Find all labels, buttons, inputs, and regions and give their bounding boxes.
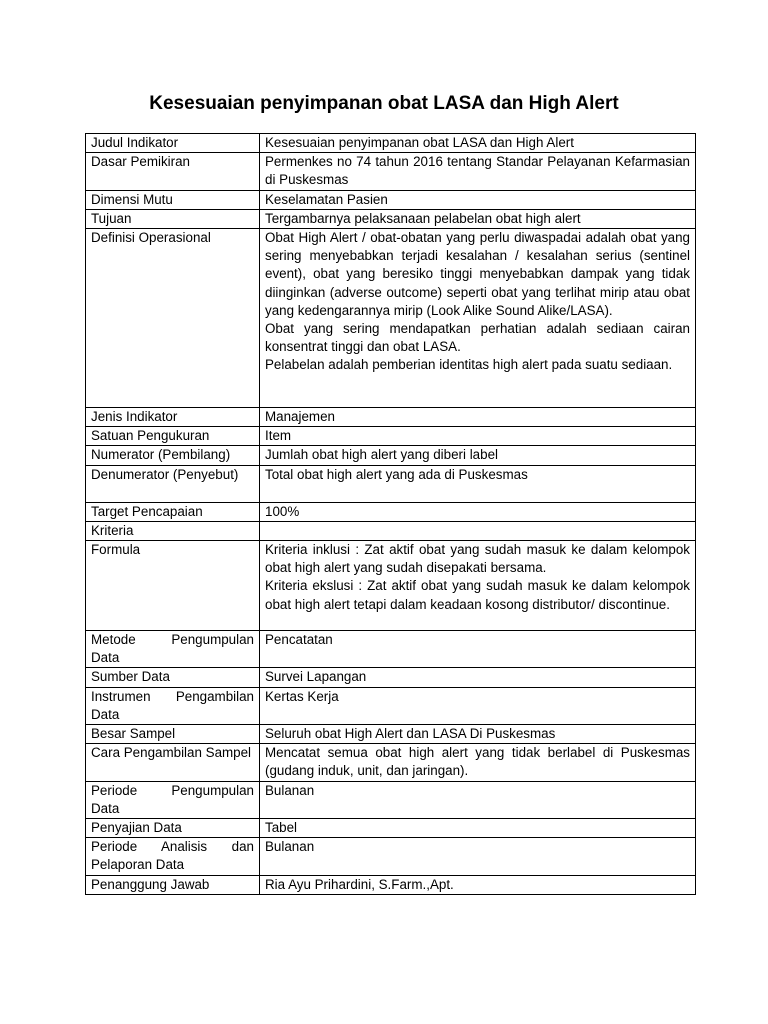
row-value-cell <box>260 875 696 894</box>
row-value-cell <box>260 134 696 153</box>
row-value-paragraph: Obat High Alert / obat-obatan yang perlu diwaspadai adalah obat yang sering menyebabkan terjadi kesalahan / kesalahan serius (sentinel event), obat yang beresiko tinggi menyebabkan dampak yang tidak diinginkan (adverse outcome) seperti obat yang terlihat mirip atau obat yang kedengarannya mirip (Look Alike Sound Alike/LASA). <box>265 230 690 318</box>
row-label: Definisi Operasional <box>91 230 211 246</box>
row-label: Metode Pengumpulan Data <box>91 632 254 666</box>
row-label: Denumerator (Penyebut) <box>91 466 239 482</box>
row-label-cell <box>86 631 260 668</box>
table-row <box>86 631 696 668</box>
row-label-cell <box>86 687 260 724</box>
row-value-cell <box>260 465 696 502</box>
row-value-cell <box>260 408 696 427</box>
table-row <box>86 819 696 838</box>
row-value-paragraph: Jumlah obat high alert yang diberi label <box>265 447 498 463</box>
table-row <box>86 408 696 427</box>
table-row <box>86 725 696 744</box>
row-value-cell <box>260 744 696 781</box>
table-row <box>86 209 696 228</box>
row-label-cell <box>86 725 260 744</box>
row-label-cell <box>86 190 260 209</box>
row-value-paragraph: Obat yang sering mendapatkan perhatian adalah sediaan cairan konsentrat tinggi dan obat LASA. <box>265 321 690 355</box>
row-label-cell <box>86 819 260 838</box>
table-row <box>86 190 696 209</box>
table-row <box>86 521 696 540</box>
row-value-paragraph: Bulanan <box>265 782 315 798</box>
row-label: Periode Analisis dan Pelaporan Data <box>91 839 254 873</box>
table-row <box>86 153 696 190</box>
row-label: Dasar Pemikiran <box>91 154 190 170</box>
row-label: Kriteria <box>91 522 134 538</box>
row-label: Judul Indikator <box>91 135 179 150</box>
table-row <box>86 427 696 446</box>
row-label: Dimensi Mutu <box>91 191 173 207</box>
row-label-cell <box>86 446 260 465</box>
row-value-cell <box>260 427 696 446</box>
table-row <box>86 668 696 687</box>
row-label-cell <box>86 408 260 427</box>
row-value-cell <box>260 153 696 190</box>
row-label: Besar Sampel <box>91 726 176 742</box>
row-label-cell <box>86 427 260 446</box>
page-title: Kesesuaian penyimpanan obat LASA dan High Alert <box>149 93 619 114</box>
row-label-cell <box>86 153 260 190</box>
row-label-cell <box>86 502 260 521</box>
row-label-cell <box>86 838 260 875</box>
table-row <box>86 781 696 818</box>
row-value-paragraph: Item <box>265 428 292 444</box>
row-value-cell <box>260 229 696 408</box>
row-value-cell <box>260 687 696 724</box>
row-label-cell <box>86 744 260 781</box>
row-label: Penyajian Data <box>91 820 182 836</box>
row-value-paragraph: Kertas Kerja <box>265 688 339 704</box>
table-row <box>86 134 696 153</box>
row-label-cell <box>86 465 260 502</box>
table-row <box>86 229 696 408</box>
row-value-paragraph: Kesesuaian penyimpanan obat LASA dan High Alert <box>265 135 574 150</box>
row-value-cell <box>260 631 696 668</box>
row-label-cell <box>86 134 260 153</box>
row-value-cell <box>260 446 696 465</box>
row-label: Numerator (Pembilang) <box>91 447 231 463</box>
row-value-cell <box>260 209 696 228</box>
row-value-cell <box>260 190 696 209</box>
row-value-paragraph: Bulanan <box>265 839 315 855</box>
row-label-cell <box>86 229 260 408</box>
row-label-cell <box>86 875 260 894</box>
row-value-cell <box>260 668 696 687</box>
row-value-paragraph: Total obat high alert yang ada di Puskesmas <box>265 466 528 482</box>
row-value-paragraph <box>265 522 690 540</box>
row-label-cell <box>86 209 260 228</box>
row-value-cell <box>260 781 696 818</box>
row-value-cell <box>260 541 696 631</box>
row-label: Cara Pengambilan Sampel <box>91 745 252 761</box>
row-value-cell <box>260 502 696 521</box>
row-label: Instrumen Pengambilan Data <box>91 688 254 722</box>
row-value-paragraph: Kriteria ekslusi : Zat aktif obat yang sudah masuk ke dalam kelompok obat high alert tetapi dalam keadaan kosong distributor/ discontinue. <box>265 578 690 612</box>
row-value-cell <box>260 819 696 838</box>
row-value-paragraph: Ria Ayu Prihardini, S.Farm.,Apt. <box>265 876 454 892</box>
row-value-paragraph: Seluruh obat High Alert dan LASA Di Puskesmas <box>265 726 556 742</box>
row-value-paragraph: Pencatatan <box>265 632 333 648</box>
table-row <box>86 744 696 781</box>
row-label-cell <box>86 521 260 540</box>
indicator-table-body <box>86 134 696 895</box>
row-value-cell <box>260 725 696 744</box>
row-value-paragraph: Kriteria inklusi : Zat aktif obat yang sudah masuk ke dalam kelompok obat high alert yang sudah disepakati bersama. <box>265 542 690 576</box>
table-row <box>86 687 696 724</box>
indicator-table <box>85 133 696 895</box>
row-value-paragraph: 100% <box>265 503 300 519</box>
table-row <box>86 838 696 875</box>
table-row <box>86 446 696 465</box>
row-value-paragraph: Permenkes no 74 tahun 2016 tentang Standar Pelayanan Kefarmasian di Puskesmas <box>265 154 690 188</box>
row-label-cell <box>86 781 260 818</box>
row-label-cell <box>86 541 260 631</box>
row-label: Satuan Pengukuran <box>91 428 210 444</box>
table-row <box>86 465 696 502</box>
row-value-paragraph: Tabel <box>265 820 298 836</box>
table-row <box>86 541 696 631</box>
row-label: Target Pencapaian <box>91 503 203 519</box>
row-value-paragraph: Manajemen <box>265 409 335 425</box>
row-label-cell <box>86 668 260 687</box>
row-value-cell <box>260 838 696 875</box>
row-value-paragraph: Tergambarnya pelaksanaan pelabelan obat high alert <box>265 210 581 226</box>
row-value-paragraph: Pelabelan adalah pemberian identitas high alert pada suatu sediaan. <box>265 357 673 373</box>
row-label: Formula <box>91 542 141 558</box>
row-label: Periode Pengumpulan Data <box>91 782 254 816</box>
table-row <box>86 875 696 894</box>
row-value-paragraph: Keselamatan Pasien <box>265 191 388 207</box>
table-row <box>86 502 696 521</box>
row-value-cell <box>260 521 696 540</box>
row-value-paragraph: Mencatat semua obat high alert yang tidak berlabel di Puskesmas (gudang induk, unit, dan jaringan). <box>265 745 690 779</box>
row-label: Penanggung Jawab <box>91 876 210 892</box>
row-label: Sumber Data <box>91 669 170 685</box>
row-value-paragraph: Survei Lapangan <box>265 669 367 685</box>
row-label: Tujuan <box>91 210 132 226</box>
row-label: Jenis Indikator <box>91 409 178 425</box>
